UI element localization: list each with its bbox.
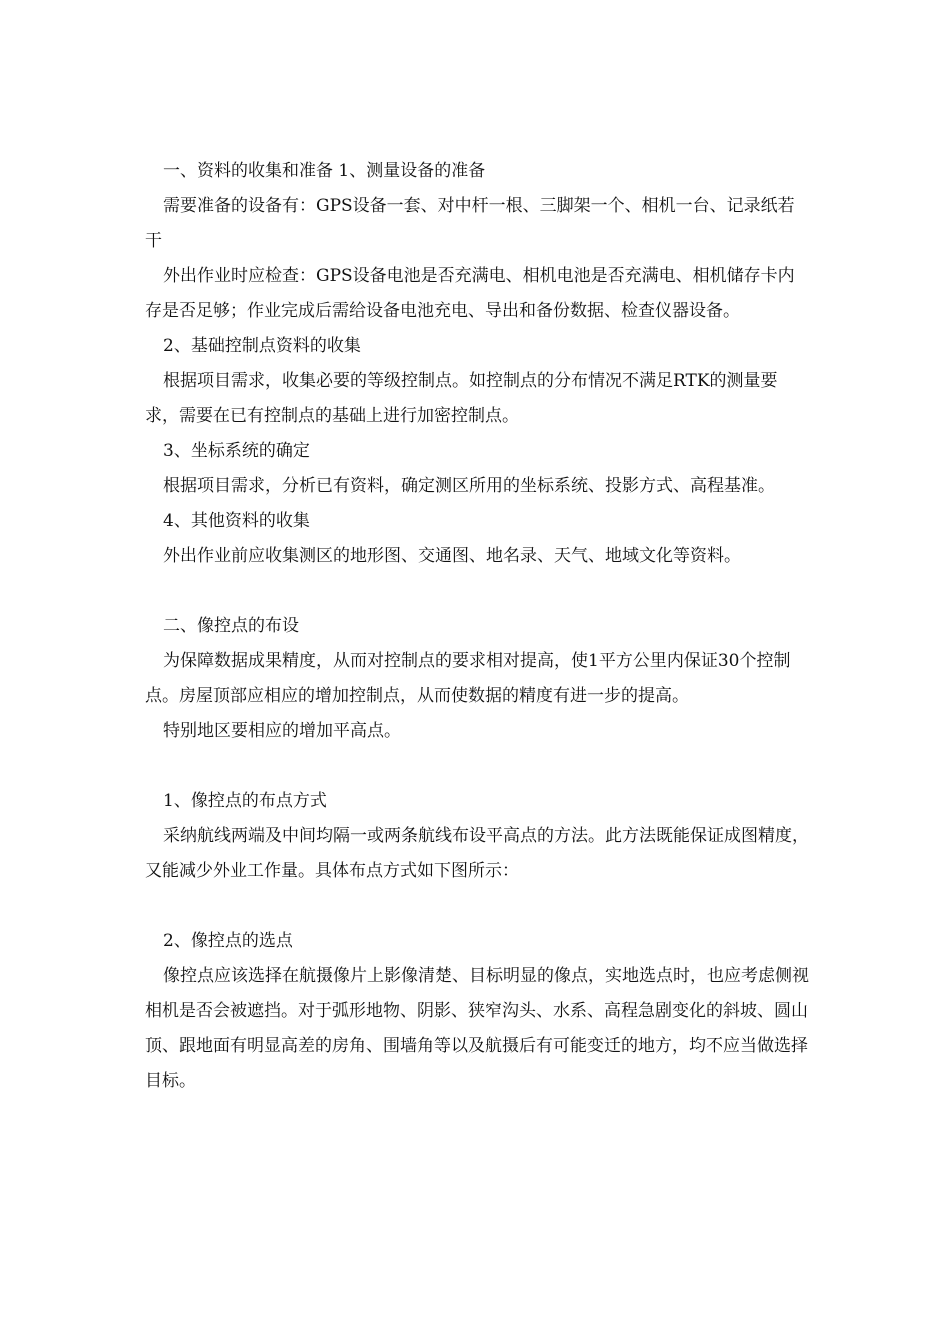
paragraph-point-selection: 像控点应该选择在航摄像片上影像清楚、目标明显的像点，实地选点时，也应考虑侧视相机是否会被遮挡。对于弧形地物、阴影、狭窄沟头、水系、高程急剧变化的斜坡、圆山顶、跟地面有明显高差的房角、围墙角等以及航摄后有可能变迁的地方，均不应当做选择目标。 [145, 966, 809, 1091]
paragraph-special-areas: 特别地区要相应的增加平高点。 [163, 721, 401, 741]
document-body [145, 154, 810, 1099]
subsection-4-heading: 4、其他资料的收集 [163, 511, 310, 531]
paragraph-other-materials: 外出作业前应收集测区的地形图、交通图、地名录、天气、地域文化等资料。 [163, 546, 741, 566]
blank-line [145, 889, 810, 924]
paragraph-coordinate-system: 根据项目需求，分析已有资料，确定测区所用的坐标系统、投影方式、高程基准。 [163, 476, 775, 496]
subsection-2-heading: 2、基础控制点资料的收集 [163, 336, 361, 356]
paragraph-control-points: 根据项目需求，收集必要的等级控制点。如控制点的分布情况不满足RTK的测量要求，需要在已有控制点的基础上进行加密控制点。 [145, 371, 778, 426]
paragraph-equipment: 需要准备的设备有：GPS设备一套、对中杆一根、三脚架一个、相机一台、记录纸若干 [145, 196, 795, 251]
section-2-heading: 二、像控点的布设 [163, 616, 299, 636]
paragraph-layout-method: 采纳航线两端及中间均隔一或两条航线布设平高点的方法。此方法既能保证成图精度， 又能减少外业工作量。具体布点方式如下图所示： [145, 826, 809, 881]
blank-line [145, 574, 810, 609]
paragraph-pre-check: 外出作业时应检查：GPS设备电池是否充满电、相机电池是否充满电、相机储存卡内存是否足够；作业完成后需给设备电池充电、导出和备份数据、检查仪器设备。 [145, 266, 795, 321]
subsection-selection-heading: 2、像控点的选点 [163, 931, 293, 951]
blank-line [145, 749, 810, 784]
section-1-heading: 一、资料的收集和准备 1、测量设备的准备 [163, 161, 486, 181]
paragraph-precision: 为保障数据成果精度，从而对控制点的要求相对提高，使1平方公里内保证30个控制点。房屋顶部应相应的增加控制点，从而使数据的精度有进一步的提高。 [145, 651, 791, 706]
subsection-layout-heading: 1、像控点的布点方式 [163, 791, 327, 811]
subsection-3-heading: 3、坐标系统的确定 [163, 441, 310, 461]
